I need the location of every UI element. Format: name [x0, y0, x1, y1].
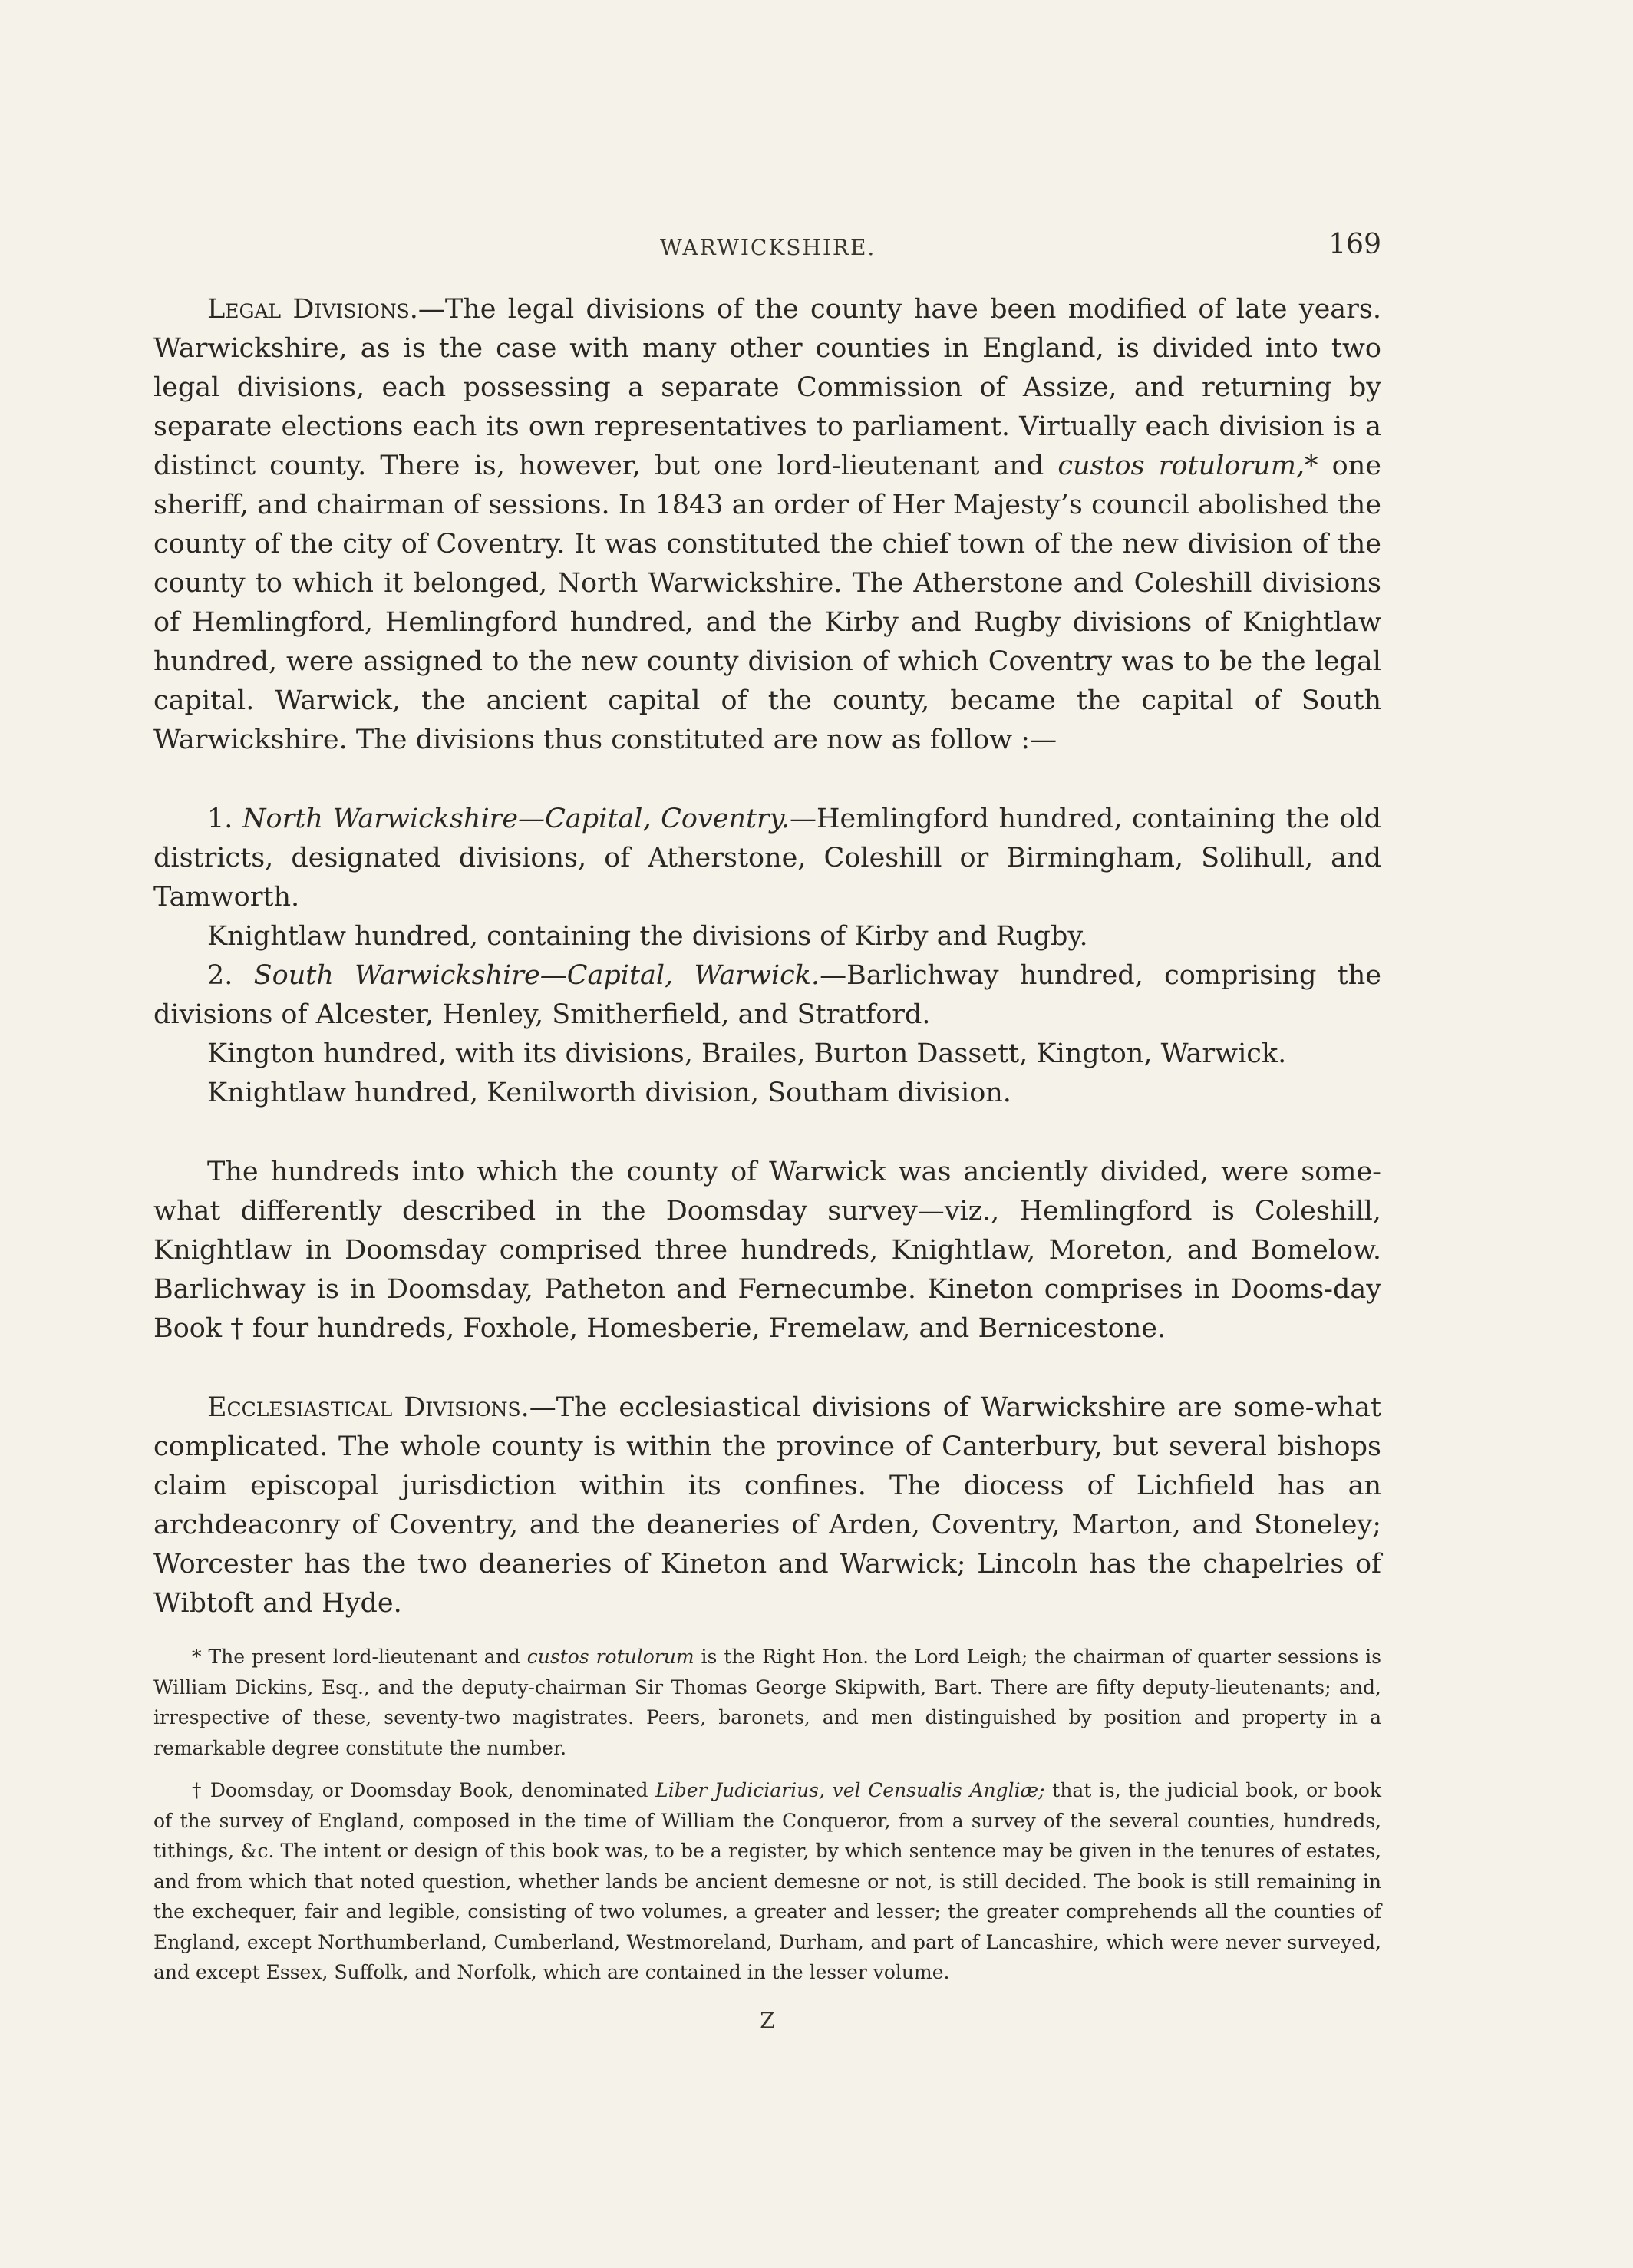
- ecclesiastical-paragraph: [153, 1388, 1381, 1623]
- paragraph-text: —The legal divisions of the county have been modified of late years. Warwickshire, as is the case with many other counties in England, is divided into two legal divisions, each possessing a separate Commission of Assize, and returning by separate elections each its own representatives to parliament. Virtually each division is a distinct county. There is, however, but one lord-lieutenant and: [153, 294, 1381, 481]
- running-title: WARWICKSHIRE.: [660, 235, 876, 260]
- footnote-italic: custos rotulorum: [526, 1646, 694, 1668]
- list-item-south: [153, 956, 1381, 1035]
- hundreds-paragraph: The hundreds into which the county of Warwick was anciently divided, were some-what differently described in the Doomsday survey—viz., Hemlingford is Coleshill, Knightlaw in Doomsday comprised three hundreds, Knightlaw, Moreton, and Bomelow. Barlichway is in Doomsday, Patheton and Fernecumbe. Kineton comprises in Dooms-day Book † four hundreds, Foxhole, Homesberie, Fremelaw, and Bernicestone.: [153, 1157, 1381, 1344]
- list-number: 2.: [207, 960, 254, 991]
- footnote-text: * The present lord-lieutenant and: [192, 1646, 527, 1668]
- page-body: [153, 290, 1381, 2033]
- paragraph-text: * one sheriff, and chairman of sessions. In 1843 an order of Her Majesty’s council abolished the county of the city of Coventry. It was constituted the chief town of the new division of the county to which it belonged, North Warwickshire. The Atherstone and Coleshill divisions of Hemlingford, Hemlingford hundred, and the Kirby and Rugby divisions of Knightlaw hundred, were assigned to the new county division of which Coventry was to be the legal capital. Warwick, the ancient capital of the county, became the capital of South Warwickshire. The divisions thus constituted are now as follow :—: [153, 451, 1381, 755]
- list-text: —Barlichway hundred, comprising the divisions of Alcester, Henley, Smitherfield, and Stratford.: [153, 960, 1381, 1030]
- list-heading: North Warwickshire—Capital, Coventry.: [242, 804, 790, 834]
- footnote-asterisk: [153, 1642, 1381, 1763]
- footnote-text: that is, the judicial book, or book of the survey of England, composed in the time of William the Conqueror, from a survey of the several counties, hundreds, tithings, &c. The intent or design of this book was, to be a register, by which sentence may be given in the tenures of estates, and from which that noted question, whether lands be ancient demesne or not, is still decided. The book is still remaining in the exchequer, fair and legible, consisting of two volumes, a greater and lesser; the greater comprehends all the counties of England, except Northumberland, Cumberland, Westmoreland, Durham, and part of Lancashire, which were never surveyed, and except Essex, Suffolk, and Norfolk, which are contained in the lesser volume.: [153, 1779, 1381, 1983]
- list-subitem: Knightlaw hundred, containing the divisions of Kirby and Rugby.: [207, 921, 1088, 952]
- list-number: 1.: [207, 804, 242, 834]
- legal-divisions-paragraph: [153, 290, 1381, 760]
- footnotes: [153, 1642, 1381, 1988]
- italic-term: custos rotulorum,: [1057, 451, 1305, 481]
- section-lead: Ecclesiastical Divisions.: [207, 1392, 529, 1423]
- list-text: —Hemlingford hundred, containing the old districts, designated divisions, of Atherstone, Coleshill or Birmingham, Solihull, and Tamworth.: [153, 804, 1381, 913]
- list-subitem: Knightlaw hundred, Kenilworth division, Southam division.: [207, 1078, 1011, 1108]
- footnote-text: † Doomsday, or Doomsday Book, denominated: [192, 1779, 656, 1801]
- list-subitem: Kington hundred, with its divisions, Brailes, Burton Dassett, Kington, Warwick.: [207, 1038, 1287, 1069]
- paragraph-text: —The ecclesiastical divisions of Warwickshire are some-what complicated. The whole county is within the province of Canterbury, but several bishops claim episcopal jurisdiction within its confines. The diocess of Lichfield has an archdeaconry of Coventry, and the deaneries of Arden, Coventry, Marton, and Stoneley; Worcester has the two deaneries of Kineton and Warwick; Lincoln has the chapelries of Wibtoft and Hyde.: [153, 1392, 1381, 1619]
- footnote-text: is the Right Hon. the Lord Leigh; the chairman of quarter sessions is William Dickins, Esq., and the deputy-chairman Sir Thomas George Skipwith, Bart. There are fifty deputy-lieutenants; and, irrespective of these, seventy-two magistrates. Peers, baronets, and men distinguished by position and property in a remarkable degree constitute the number.: [153, 1646, 1381, 1759]
- footnote-italic: Liber Judiciarius, vel Censualis Angliæ;: [655, 1779, 1045, 1801]
- page-number: 169: [1328, 229, 1381, 260]
- list-item-north: [153, 800, 1381, 917]
- page-header: [153, 229, 1381, 267]
- section-lead: Legal Divisions.: [207, 294, 418, 325]
- footnote-dagger: [153, 1775, 1381, 1988]
- list-heading: South Warwickshire—Capital, Warwick.: [253, 960, 820, 991]
- signature-mark: Z: [760, 2007, 775, 2033]
